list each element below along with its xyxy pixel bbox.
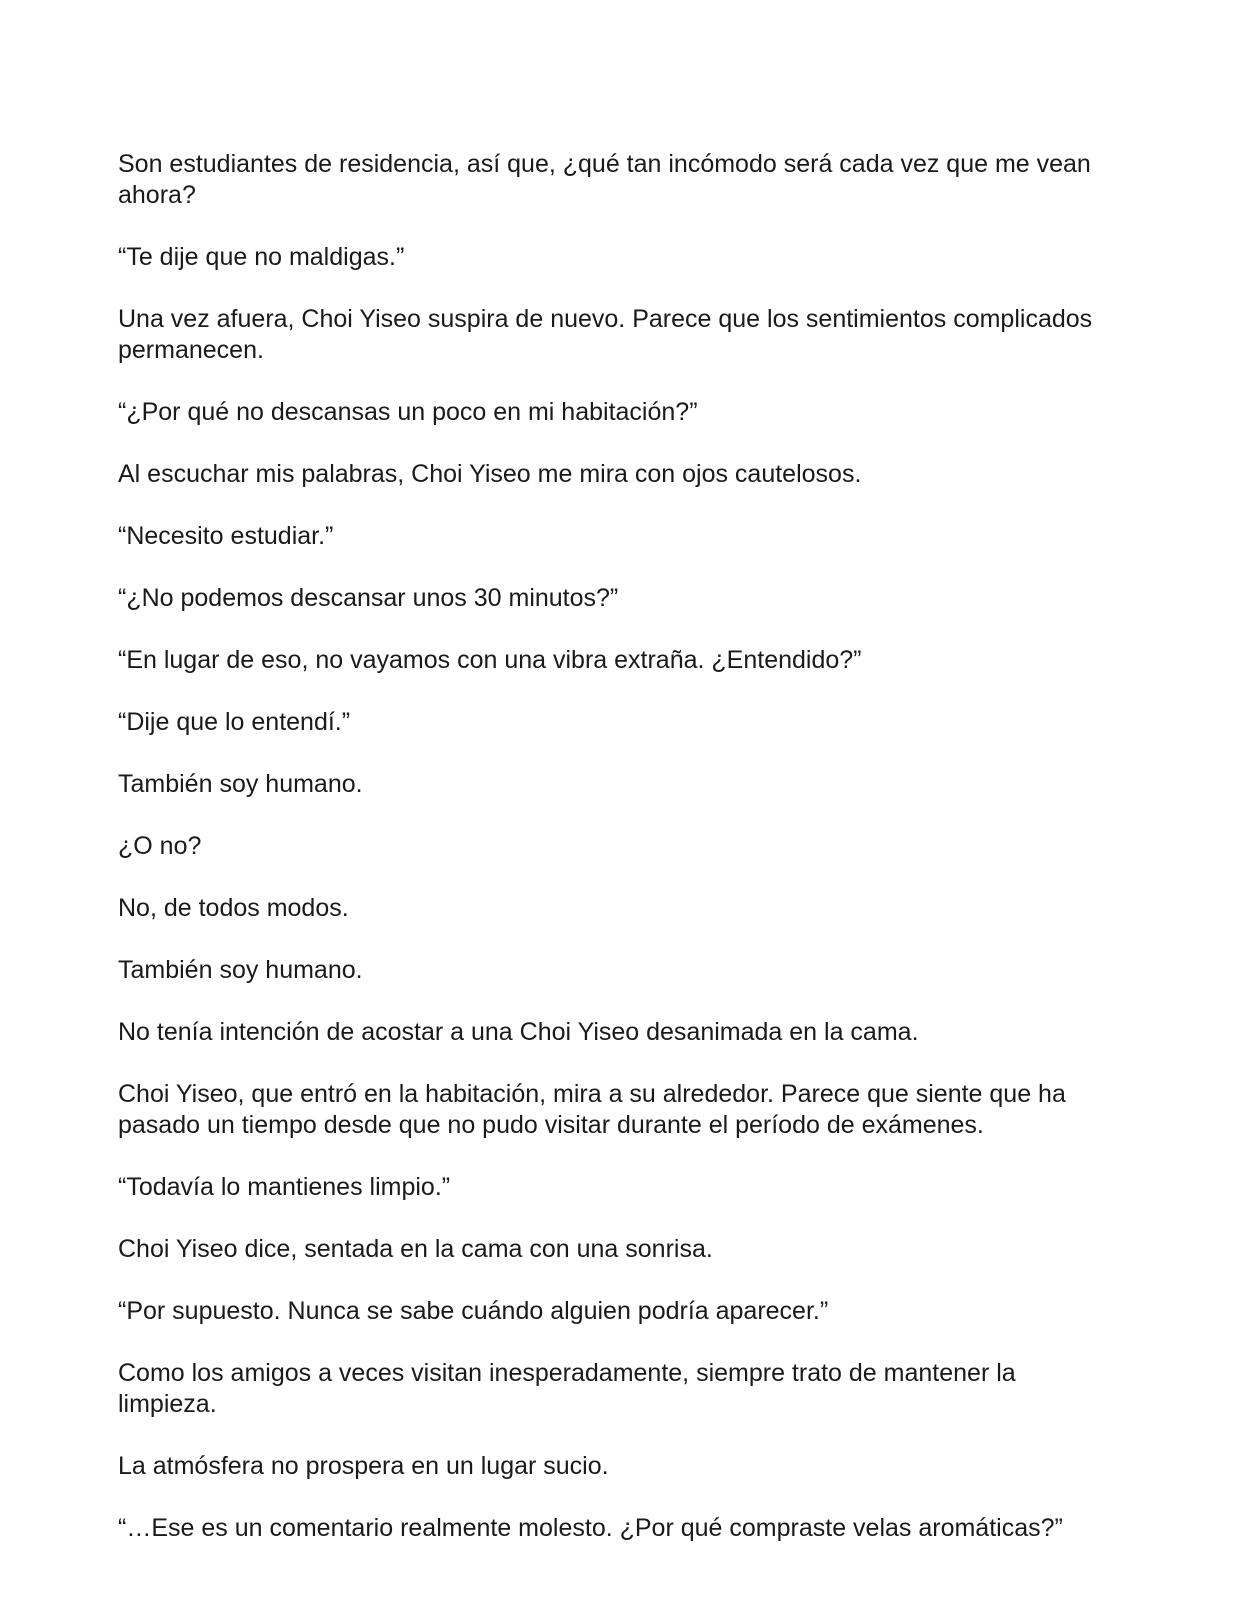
paragraph: Choi Yiseo, que entró en la habitación, mira a su alrededor. Parece que siente que ha pasado un tiempo desde que no pudo visitar durante el período de exámenes.: [118, 1080, 1066, 1139]
paragraph: “…Ese es un comentario realmente molesto. ¿Por qué compraste velas aromáticas?”: [118, 1514, 1063, 1542]
paragraph: “¿No podemos descansar unos 30 minutos?”: [118, 584, 619, 612]
paragraph: También soy humano.: [118, 770, 363, 798]
paragraph: Una vez afuera, Choi Yiseo suspira de nuevo. Parece que los sentimientos complicados permanecen.: [118, 305, 1093, 364]
paragraph: No, de todos modos.: [118, 894, 349, 922]
paragraph: Son estudiantes de residencia, así que, ¿qué tan incómodo será cada vez que me vean ahora?: [118, 150, 1091, 209]
paragraph: No tenía intención de acostar a una Choi Yiseo desanimada en la cama.: [118, 1018, 919, 1046]
paragraph: También soy humano.: [118, 956, 363, 984]
paragraph: “En lugar de eso, no vayamos con una vibra extraña. ¿Entendido?”: [118, 646, 862, 674]
paragraph: ¿O no?: [118, 832, 202, 860]
paragraph: Al escuchar mis palabras, Choi Yiseo me mira con ojos cautelosos.: [118, 460, 862, 488]
paragraph: “Todavía lo mantienes limpio.”: [118, 1173, 451, 1201]
paragraph: “¿Por qué no descansas un poco en mi habitación?”: [118, 398, 698, 426]
paragraph: Como los amigos a veces visitan inesperadamente, siempre trato de mantener la limpieza.: [118, 1359, 1016, 1418]
paragraph: “Dije que lo entendí.”: [118, 708, 351, 736]
paragraph: La atmósfera no prospera en un lugar sucio.: [118, 1452, 609, 1480]
document-body: [118, 149, 1118, 1575]
paragraph: “Te dije que no maldigas.”: [118, 243, 405, 271]
paragraph: Choi Yiseo dice, sentada en la cama con una sonrisa.: [118, 1235, 713, 1263]
paragraph: “Necesito estudiar.”: [118, 522, 334, 550]
paragraph: “Por supuesto. Nunca se sabe cuándo alguien podría aparecer.”: [118, 1297, 829, 1325]
